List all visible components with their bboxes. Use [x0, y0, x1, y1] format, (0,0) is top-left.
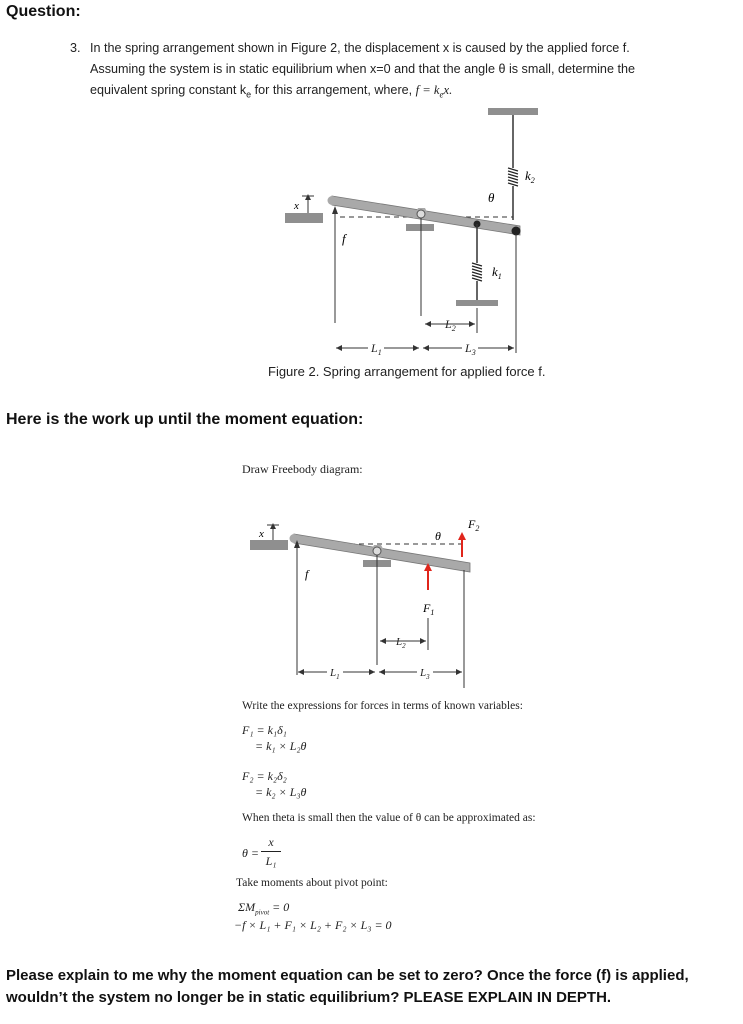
fbd-L1-label: $L_1$ [330, 667, 340, 681]
L2-label: $L_2$ [445, 317, 456, 333]
spring-k2 [508, 168, 518, 186]
f1-line-2: = k₁ × L₂θ [255, 739, 307, 753]
f2-line-1: F₂ = k₂δ₂ [242, 769, 287, 783]
k1-ground [456, 300, 498, 306]
work-header: Here is the work up until the moment equation: [6, 411, 364, 428]
final-question-line-2: wouldn’t the system no longer be in static equilibrium? PLEASE EXPLAIN IN DEPTH. [6, 989, 612, 1006]
moments-intro: Take moments about pivot point: [236, 877, 388, 889]
theta-lhs: θ = [242, 846, 259, 860]
x-arrow-head [305, 194, 311, 200]
question-line-1: In the spring arrangement shown in Figure 2, the displacement x is caused by the applied force f. [90, 41, 630, 55]
fbd-f-label: f [305, 567, 309, 581]
fbd-x-arrow-head [270, 523, 276, 529]
fbd-left-ground [250, 540, 288, 550]
freebody-title: Draw Freebody diagram: [242, 462, 363, 476]
question-number: 3. [70, 41, 81, 55]
question-text [90, 38, 740, 106]
spring-k1 [472, 263, 482, 281]
f-label: f [342, 231, 346, 246]
theta-denominator: L₁ [265, 854, 277, 868]
fbd-theta-label: θ [435, 529, 441, 543]
question-line-3: equivalent spring constant $k_e$ for this arrangement, where, $f = k_ex$. [90, 83, 453, 100]
F1-label: $F_1$ [423, 601, 435, 617]
fbd-L3-label: $L_3$ [420, 667, 430, 681]
fbd-x-label: x [259, 528, 264, 540]
beam-left-end [328, 196, 337, 205]
F2-arrow-head [458, 532, 466, 540]
fbd-L2-label: $L_2$ [396, 636, 406, 650]
theta-intro: When theta is small then the value of θ can be approximated as: [242, 812, 536, 824]
theta-fraction-bar [261, 851, 281, 852]
final-question [6, 965, 741, 1009]
f-arrow-head [332, 206, 338, 214]
spring-figure [270, 108, 550, 358]
moment-line-1: $\Sigma M_{pivot} = 0$ [238, 900, 290, 917]
theta-label: θ [488, 190, 495, 205]
pivot-pin [417, 210, 425, 218]
freebody-diagram [230, 500, 490, 700]
left-ground [285, 213, 323, 223]
k2-label: $k_2$ [525, 168, 535, 185]
k1-label: $k_1$ [492, 264, 502, 281]
forces-intro: Write the expressions for forces in terms of known variables: [242, 700, 523, 712]
figure-caption: Figure 2. Spring arrangement for applied force f. [268, 364, 546, 379]
f2-line-2: = k₂ × L₃θ [255, 785, 307, 799]
theta-numerator: x [268, 835, 274, 849]
fbd-pivot-pin [373, 547, 381, 555]
question-header: Question: [6, 3, 81, 20]
F2-label: $F_2$ [468, 517, 480, 533]
f1-line-1: F₁ = k₁δ₁ [242, 723, 287, 737]
x-label: x [294, 200, 299, 212]
question-line-2: Assuming the system is in static equilibrium when x=0 and that the angle θ is small, determine the [90, 62, 635, 76]
L3-label: $L_3$ [465, 341, 476, 357]
top-support [488, 108, 538, 115]
pivot-base [406, 224, 434, 231]
L1-label: $L_1$ [371, 341, 382, 357]
moment-line-2: −f × L₁ + F₁ × L₂ + F₂ × L₃ = 0 [234, 918, 392, 932]
final-question-line-1: Please explain to me why the moment equation can be set to zero? Once the force (f) is applied, [6, 967, 689, 984]
